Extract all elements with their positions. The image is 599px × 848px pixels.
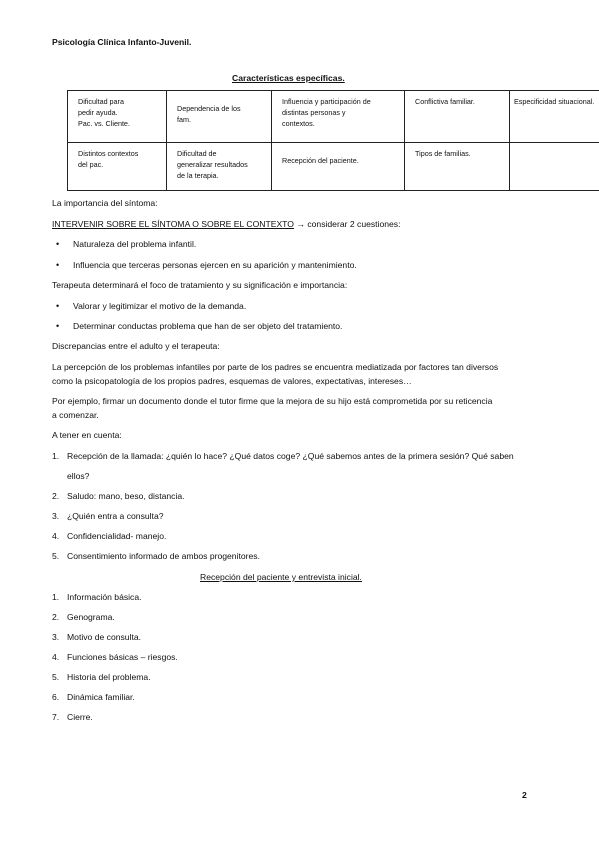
list-item: Saludo: mano, beso, distancia. (67, 491, 185, 501)
bullet-item: • Naturaleza del problema infantil. (73, 239, 196, 250)
cell-text: Influencia y participación de (282, 97, 371, 106)
list-item: Información básica. (67, 592, 142, 602)
cell-text: fam. (177, 115, 191, 124)
paragraph-percepcion-line2: como la psicopatología de los propios padres, esquemas de valores, expectativas, intereses… (52, 376, 412, 386)
document-header-title: Psicología Clínica Infanto-Juvenil. (52, 37, 192, 47)
bullet-item: • Determinar conductas problema que han de ser objeto del tratamiento. (73, 321, 342, 332)
list-number: 3. (52, 511, 60, 521)
list-item: Genograma. (67, 612, 115, 622)
cell-text: Dificultad de (177, 149, 217, 158)
cell-text: Recepción del paciente. (282, 156, 359, 165)
list-item: Historia del problema. (67, 672, 151, 682)
list-item: ¿Quién entra a consulta? (67, 511, 164, 521)
table-cell (405, 143, 510, 191)
list-number: 3. (52, 632, 60, 642)
cell-text: de la terapia. (177, 171, 219, 180)
paragraph-ejemplo-line1: Por ejemplo, firmar un documento donde el tutor firme que la mejora de su hijo está comprometida por su reticencia (52, 396, 493, 406)
list-number: 6. (52, 692, 60, 702)
list-item: Recepción de la llamada: ¿quién lo hace? ¿Qué datos coge? ¿Qué sabemos antes de la primera sesión? Qué saben (67, 451, 514, 461)
table-cell (510, 91, 599, 143)
cell-text: pedir ayuda. (78, 108, 118, 117)
table-cell (167, 91, 272, 143)
cell-text: Conflictiva familiar. (415, 97, 475, 106)
cell-text: generalizar resultados (177, 160, 248, 169)
cell-text: Pac. vs. Cliente. (78, 119, 130, 128)
list-number: 1. (52, 451, 60, 461)
list-number: 5. (52, 672, 60, 682)
table-cell (68, 91, 167, 143)
table-cell (167, 143, 272, 191)
list-number: 4. (52, 652, 60, 662)
cell-text: Dificultad para (78, 97, 124, 106)
bullet-item: • Valorar y legitimizar el motivo de la demanda. (73, 301, 246, 312)
section-title-recepcion: Recepción del paciente y entrevista inicial. (200, 572, 362, 582)
paragraph-tener-en-cuenta: A tener en cuenta: (52, 430, 122, 440)
list-item: Consentimiento informado de ambos progenitores. (67, 551, 260, 561)
table-row (68, 91, 599, 143)
cell-text: Tipos de familias. (415, 149, 471, 158)
list-item: Motivo de consulta. (67, 632, 142, 642)
paragraph-discrepancias: Discrepancias entre el adulto y el terapeuta: (52, 341, 220, 351)
bullet-item: • Influencia que terceras personas ejercen en su aparición y mantenimiento. (73, 260, 357, 271)
list-number: 2. (52, 491, 60, 501)
page-number: 2 (522, 790, 527, 800)
intervenir-underlined: INTERVENIR SOBRE EL SÍNTOMA O SOBRE EL CONTEXTO (52, 219, 294, 229)
paragraph-percepcion-line1: La percepción de los problemas infantiles por parte de los padres se encuentra mediatizada por factores tan diversos (52, 362, 499, 372)
characteristics-table (67, 90, 599, 191)
table-row (68, 143, 599, 191)
cell-text: del pac. (78, 160, 104, 169)
section-title-caracteristicas: Características específicas. (232, 73, 345, 83)
list-number: 4. (52, 531, 60, 541)
list-number: 1. (52, 592, 60, 602)
paragraph-ejemplo-line2: a comenzar. (52, 410, 99, 420)
list-number: 7. (52, 712, 60, 722)
list-item-continuation: ellos? (67, 471, 90, 481)
table-cell (272, 91, 405, 143)
list-item: Confidencialidad- manejo. (67, 531, 167, 541)
cell-text: Especificidad situacional. (514, 97, 595, 106)
list-number: 5. (52, 551, 60, 561)
table-cell (510, 143, 599, 191)
list-item: Dinámica familiar. (67, 692, 135, 702)
paragraph-importancia: La importancia del síntoma: (52, 198, 158, 208)
cell-text: contextos. (282, 119, 315, 128)
intervenir-rest: → considerar 2 cuestiones: (293, 219, 401, 229)
paragraph-intervenir (52, 219, 401, 230)
cell-text: distintas personas y (282, 108, 346, 117)
list-item: Cierre. (67, 712, 93, 722)
table-cell (405, 91, 510, 143)
list-number: 2. (52, 612, 60, 622)
cell-text: Distintos contextos (78, 149, 139, 158)
paragraph-terapeuta: Terapeuta determinará el foco de tratamiento y su significación e importancia: (52, 280, 348, 290)
cell-text: Dependencia de los (177, 104, 241, 113)
table-cell (272, 143, 405, 191)
table-cell (68, 143, 167, 191)
list-item: Funciones básicas – riesgos. (67, 652, 178, 662)
